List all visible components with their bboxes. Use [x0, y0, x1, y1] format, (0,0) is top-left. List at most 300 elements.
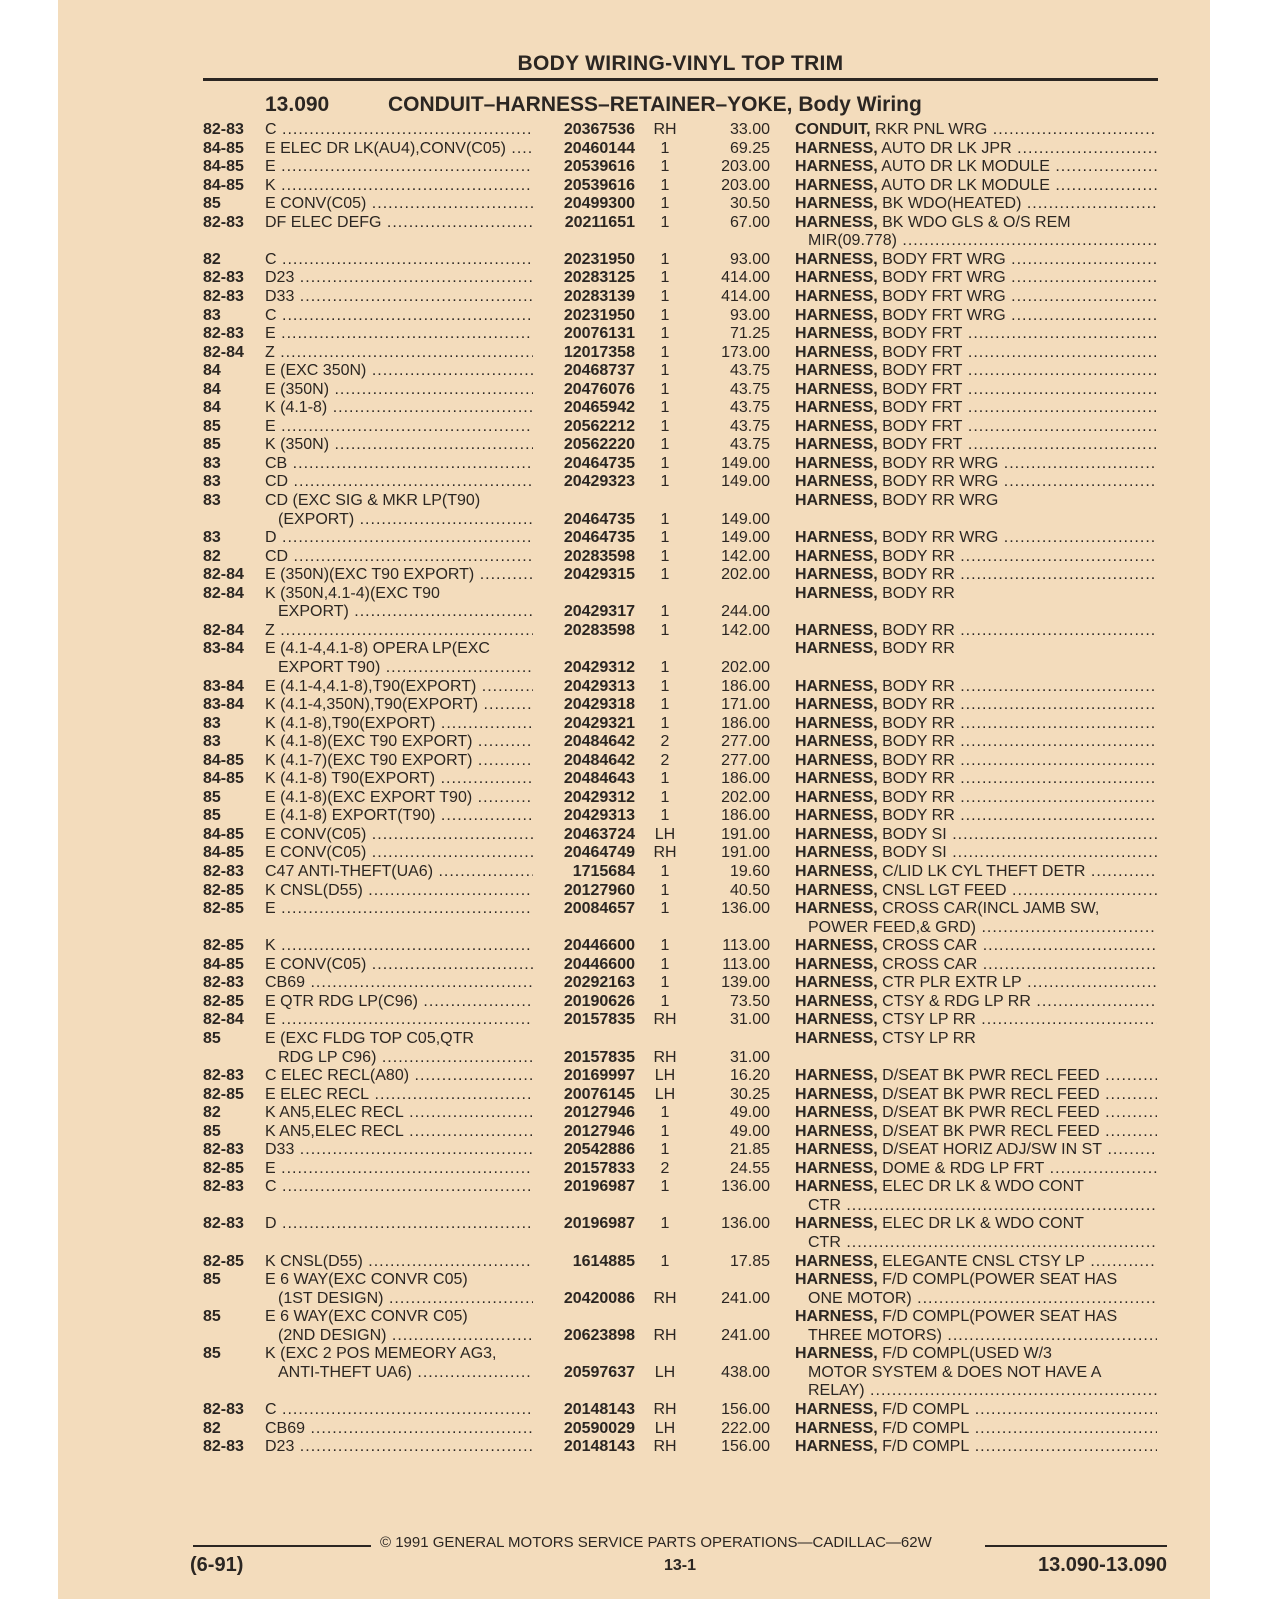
quantity: 1 [660, 714, 670, 732]
part-name-detail: BODY FRT WRG [877, 287, 1006, 305]
application-description: E QTR RDG LP(C96) ..... [265, 993, 533, 1012]
part-name [795, 807, 1157, 826]
part-name [795, 733, 1157, 752]
footer-page-number: 13-1 [663, 1557, 697, 1574]
part-name [795, 251, 1157, 270]
price: 149.00 [721, 473, 770, 491]
table-row-continuation [0, 919, 1275, 938]
table-row [0, 1215, 1275, 1234]
price: 21.85 [729, 1141, 770, 1159]
part-name [795, 325, 1157, 344]
part-name-noun: HARNESS, [795, 250, 878, 268]
table-row [0, 770, 1275, 789]
part-name-detail: AUTO DR LK JPR [877, 139, 1012, 157]
part-name [795, 1104, 1157, 1123]
table-row [0, 956, 1275, 975]
table-row-continuation [0, 1290, 1275, 1309]
price: 43.75 [729, 417, 770, 435]
application-description: E ELEC DR LK(AU4),CONV(C05) ..... [265, 140, 533, 159]
price: 191.00 [721, 825, 770, 843]
part-number: 20460144 [563, 139, 635, 157]
year-range: 84-85 [203, 825, 244, 843]
part-number: 20127946 [563, 1104, 635, 1122]
footer-rule-right [985, 1545, 1167, 1547]
table-row [0, 752, 1275, 771]
application-description: E CONV(C05) ..... [265, 826, 533, 845]
part-name [795, 1141, 1157, 1160]
part-number: 20157835 [563, 1011, 635, 1029]
part-name [795, 1308, 1157, 1327]
part-name-detail: BODY FRT [877, 325, 963, 343]
year-range: 84-85 [203, 770, 244, 788]
part-name-detail: C/LID LK CYL THEFT DETR [877, 863, 1086, 880]
part-name [795, 1011, 1157, 1030]
table-row [0, 214, 1275, 233]
table-row [0, 1141, 1275, 1160]
part-number: 20231950 [563, 250, 635, 268]
application-description: CD ..... [265, 473, 533, 492]
price: 67.00 [729, 213, 770, 231]
quantity: 1 [660, 158, 670, 176]
table-row [0, 733, 1275, 752]
part-name [795, 1271, 1157, 1290]
year-range: 83 [203, 492, 221, 509]
quantity: 1 [660, 621, 670, 639]
part-name-detail: BODY RR [877, 807, 955, 825]
quantity: RH [653, 1438, 677, 1456]
part-name-detail: BODY RR [877, 770, 955, 788]
application-description: K (4.1-8) ..... [265, 399, 533, 418]
price: 156.00 [721, 1400, 770, 1418]
table-row [0, 436, 1275, 455]
part-name [795, 696, 1157, 715]
part-name [795, 1253, 1157, 1272]
year-range: 82-83 [203, 1215, 244, 1233]
year-range: 83 [203, 529, 221, 547]
table-row [0, 473, 1275, 492]
quantity: LH [654, 1067, 676, 1085]
part-name-detail: CTR PLR EXTR LP [877, 974, 1022, 992]
year-range: 84-85 [203, 844, 244, 862]
part-number: 20484642 [563, 733, 635, 751]
year-range: 83-84 [203, 640, 244, 658]
application-description: CB ..... [265, 455, 533, 474]
part-name-detail: CTSY & RDG LP RR [877, 992, 1031, 1010]
part-number: 20429312 [563, 658, 635, 676]
year-range: 84-85 [203, 158, 244, 176]
part-name-noun: HARNESS, [795, 807, 878, 825]
price: 69.25 [729, 139, 770, 157]
part-number: 20196987 [563, 1178, 635, 1196]
quantity: 1 [660, 269, 670, 287]
part-number: 20283139 [563, 287, 635, 305]
part-number: 20464735 [563, 510, 635, 528]
application-description: K (4.1-8),T90(EXPORT) ..... [265, 715, 533, 734]
part-name-detail: BODY FRT WRG [877, 269, 1006, 287]
price: 33.00 [729, 121, 770, 138]
quantity: 1 [660, 213, 670, 231]
application-description: E CONV(C05) ..... [265, 844, 533, 863]
quantity: 1 [660, 696, 670, 714]
quantity: RH [653, 1326, 677, 1344]
table-row [0, 158, 1275, 177]
part-name-noun: HARNESS, [795, 677, 878, 695]
quantity: 1 [660, 900, 670, 918]
application-description: E ELEC RECL ..... [265, 1086, 533, 1105]
quantity: 1 [660, 343, 670, 361]
year-range: 82-83 [203, 1141, 244, 1159]
year-range: 82-85 [203, 1252, 244, 1270]
part-number: 20169997 [563, 1067, 635, 1085]
part-name-detail: BODY RR [877, 566, 955, 584]
application-description: E (4.1-8)(EXC EXPORT T90) ..... [265, 789, 533, 808]
part-name [795, 715, 1157, 734]
year-range: 83 [203, 473, 221, 491]
part-number: 20076131 [563, 325, 635, 343]
year-range: 83 [203, 454, 221, 472]
price: 149.00 [721, 510, 770, 528]
table-row-continuation [0, 1327, 1275, 1346]
part-number: 20084657 [563, 900, 635, 918]
application-description: Z ..... [265, 344, 533, 363]
part-name-noun: HARNESS, [795, 621, 878, 639]
part-name [795, 956, 1157, 975]
year-range: 85 [203, 1345, 221, 1363]
year-range: 82-83 [203, 269, 244, 287]
table-row [0, 177, 1275, 196]
part-name [795, 140, 1157, 159]
application-description: E CONV(C05) ..... [265, 195, 533, 214]
part-number: 20283598 [563, 621, 635, 639]
quantity: 1 [660, 863, 670, 880]
quantity: LH [654, 1419, 676, 1437]
part-name-noun: HARNESS, [795, 269, 878, 287]
application-description: C ..... [265, 251, 533, 270]
part-name-noun: HARNESS, [795, 696, 878, 714]
part-number: 20127946 [563, 1122, 635, 1140]
application-description: E (350N) ..... [265, 381, 533, 400]
part-number: 20283598 [563, 547, 635, 565]
application-description: K (350N,4.1-4)(EXC T90 [265, 584, 440, 602]
application-description: E (EXC FLDG TOP C05,QTR [265, 1029, 474, 1047]
price: 31.00 [729, 1011, 770, 1029]
table-row [0, 529, 1275, 548]
part-name-detail: BODY RR WRG [877, 473, 999, 491]
part-number: 20157833 [563, 1159, 635, 1177]
part-name-continuation: ONE MOTOR) ..... [808, 1290, 1157, 1309]
part-name [795, 1086, 1157, 1105]
part-name [795, 640, 1157, 659]
part-name-detail: BODY RR [877, 788, 955, 806]
part-name-detail: BODY RR [877, 640, 955, 658]
part-name [795, 158, 1157, 177]
year-range: 82-83 [203, 1067, 244, 1085]
year-range: 85 [203, 1122, 221, 1140]
application-description: CD (EXC SIG & MKR LP(T90) [265, 492, 481, 509]
price: 43.75 [729, 380, 770, 398]
part-number: 20231950 [563, 306, 635, 324]
application-description: K (350N) ..... [265, 436, 533, 455]
table-row [0, 121, 1275, 140]
part-name-noun: HARNESS, [795, 436, 878, 454]
part-name [795, 269, 1157, 288]
quantity: 1 [660, 881, 670, 899]
application-description: K (4.1-4,350N),T90(EXPORT) ..... [265, 696, 533, 715]
application-description: C ..... [265, 121, 533, 140]
table-row [0, 789, 1275, 808]
year-range: 82-83 [203, 863, 244, 880]
part-name-noun: HARNESS, [795, 566, 878, 584]
part-name-noun: HARNESS, [795, 751, 878, 769]
quantity: 1 [660, 1122, 670, 1140]
quantity: LH [654, 1363, 676, 1381]
part-name-noun: HARNESS, [795, 1104, 878, 1122]
part-name-detail: D/SEAT BK PWR RECL FEED [877, 1085, 1100, 1103]
part-name-noun: HARNESS, [795, 417, 878, 435]
year-range: 82 [203, 1419, 221, 1437]
application-description: E ..... [265, 1011, 533, 1030]
price: 203.00 [721, 176, 770, 194]
price: 30.50 [729, 195, 770, 213]
year-range: 82-85 [203, 937, 244, 955]
part-number: 20076145 [563, 1085, 635, 1103]
part-name-noun: HARNESS, [795, 974, 878, 992]
application-description: C47 ANTI-THEFT(UA6) ..... [265, 863, 533, 882]
table-row [0, 1123, 1275, 1142]
part-number: 20429321 [563, 714, 635, 732]
price: 17.85 [729, 1252, 770, 1270]
part-name-noun: HARNESS, [795, 937, 878, 955]
part-number: 20464749 [563, 844, 635, 862]
part-name-detail: BODY RR WRG [877, 492, 999, 509]
quantity: 1 [660, 974, 670, 992]
application-description: K ..... [265, 937, 533, 956]
year-range: 84-85 [203, 176, 244, 194]
application-description: E ..... [265, 1160, 533, 1179]
year-range: 82-84 [203, 343, 244, 361]
part-name [795, 121, 1157, 140]
part-name-detail: AUTO DR LK MODULE [877, 158, 1050, 176]
table-row [0, 362, 1275, 381]
application-description: K (4.1-7)(EXC T90 EXPORT) ..... [265, 752, 533, 771]
part-name-detail: BODY RR [877, 751, 955, 769]
part-name-detail: F/D COMPL [877, 1438, 970, 1456]
footer-section-range: 13.090-13.090 [1037, 1554, 1167, 1576]
table-row [0, 566, 1275, 585]
part-number: 20465942 [563, 399, 635, 417]
part-name-detail: CROSS CAR [877, 937, 978, 955]
part-number: 20190626 [563, 992, 635, 1010]
part-name-detail: F/D COMPL(USED W/3 [877, 1345, 1052, 1363]
table-row [0, 640, 1275, 659]
price: 43.75 [729, 436, 770, 454]
quantity: 1 [660, 287, 670, 305]
year-range: 84 [203, 399, 221, 417]
part-name [795, 529, 1157, 548]
part-number: 20367536 [563, 121, 635, 138]
part-name-detail: D/SEAT BK PWR RECL FEED [877, 1122, 1100, 1140]
part-name-noun: HARNESS, [795, 584, 878, 602]
price: 24.55 [729, 1159, 770, 1177]
application-description: E ..... [265, 418, 533, 437]
quantity: 1 [660, 1252, 670, 1270]
copyright-notice: © 1991 GENERAL MOTORS SERVICE PARTS OPERATIONS—CADILLAC—62W [380, 1534, 932, 1551]
part-name-noun: HARNESS, [795, 1085, 878, 1103]
part-number: 20590029 [563, 1419, 635, 1437]
part-name [795, 1438, 1157, 1457]
year-range: 82-83 [203, 1400, 244, 1418]
part-name [795, 214, 1157, 233]
quantity: 1 [660, 454, 670, 472]
part-name-continuation: CTR ..... [808, 1197, 1157, 1216]
part-number: 20420086 [563, 1289, 635, 1307]
part-name-detail: F/D COMPL(POWER SEAT HAS [877, 1308, 1118, 1326]
part-number: 20542886 [563, 1141, 635, 1159]
part-name-continuation: POWER FEED,& GRD) ..... [808, 919, 1157, 938]
application-description: D33 ..... [265, 1141, 533, 1160]
application-description: E ..... [265, 325, 533, 344]
part-name-detail: CROSS CAR(INCL JAMB SW, [877, 900, 1100, 918]
part-name-continuation: RELAY) ..... [808, 1382, 1157, 1401]
application-description: E ..... [265, 900, 533, 919]
year-range: 82-83 [203, 213, 244, 231]
table-row [0, 1030, 1275, 1049]
part-number: 20484642 [563, 751, 635, 769]
quantity: LH [654, 825, 676, 843]
application-description: C ELEC RECL(A80) ..... [265, 1067, 533, 1086]
part-name-detail: F/D COMPL [877, 1419, 970, 1437]
part-number: 20623898 [563, 1326, 635, 1344]
application-description: ANTI-THEFT UA6) ..... [278, 1364, 533, 1383]
part-name-noun: HARNESS, [795, 306, 878, 324]
table-row [0, 622, 1275, 641]
year-range: 84 [203, 362, 221, 380]
year-range: 82 [203, 250, 221, 268]
quantity: RH [653, 844, 677, 862]
part-name [795, 177, 1157, 196]
year-range: 85 [203, 807, 221, 825]
quantity: 1 [660, 473, 670, 491]
application-description: K AN5,ELEC RECL ..... [265, 1123, 533, 1142]
table-row-continuation [0, 1364, 1275, 1383]
table-row [0, 585, 1275, 604]
part-name [795, 789, 1157, 808]
application-description: EXPORT) ..... [278, 603, 533, 622]
part-name-continuation: CTR ..... [808, 1234, 1157, 1253]
application-description: K AN5,ELEC RECL ..... [265, 1104, 533, 1123]
part-name-detail: BODY RR [877, 547, 955, 565]
page-header-title: BODY WIRING-VINYL TOP TRIM [517, 52, 844, 75]
price: 171.00 [721, 696, 770, 714]
quantity: 2 [660, 733, 670, 751]
footer-date: (6-91) [190, 1554, 244, 1576]
part-name-detail: BK WDO GLS & O/S REM [877, 213, 1071, 231]
year-range: 85 [203, 1029, 221, 1047]
section-subtitle: Body Wiring [798, 93, 922, 116]
header-rule [203, 78, 1158, 81]
part-name-noun: HARNESS, [795, 788, 878, 806]
part-name [795, 1067, 1157, 1086]
part-name-detail: AUTO DR LK MODULE [877, 176, 1050, 194]
part-name-detail: D/SEAT BK PWR RECL FEED [877, 1104, 1100, 1122]
quantity: 1 [660, 677, 670, 695]
price: 19.60 [729, 863, 770, 880]
part-name-noun: HARNESS, [795, 770, 878, 788]
part-name-detail: RKR PNL WRG [870, 121, 988, 138]
part-name-noun: HARNESS, [795, 380, 878, 398]
part-number: 12017358 [563, 343, 635, 361]
price: 139.00 [721, 974, 770, 992]
price: 73.50 [729, 992, 770, 1010]
price: 142.00 [721, 621, 770, 639]
year-range: 82-83 [203, 974, 244, 992]
quantity: RH [653, 1011, 677, 1029]
part-name [795, 1030, 1157, 1049]
price: 93.00 [729, 306, 770, 324]
quantity: 1 [660, 176, 670, 194]
year-range: 82-84 [203, 1011, 244, 1029]
part-name-noun: HARNESS, [795, 955, 878, 973]
part-number: 20464735 [563, 454, 635, 472]
table-row [0, 251, 1275, 270]
price: 43.75 [729, 399, 770, 417]
part-number: 20148143 [563, 1438, 635, 1456]
price: 43.75 [729, 362, 770, 380]
part-name-detail: BODY FRT [877, 417, 963, 435]
part-name-noun: HARNESS, [795, 473, 878, 491]
table-row [0, 195, 1275, 214]
quantity: 1 [660, 807, 670, 825]
part-name-noun: HARNESS, [795, 343, 878, 361]
part-name-noun: HARNESS, [795, 1345, 878, 1363]
part-name-detail: BODY FRT WRG [877, 306, 1006, 324]
part-name-continuation: MOTOR SYSTEM & DOES NOT HAVE A [808, 1363, 1102, 1381]
year-range: 83 [203, 733, 221, 751]
part-name [795, 381, 1157, 400]
table-row-continuation [0, 1234, 1275, 1253]
part-number: 20539616 [563, 176, 635, 194]
application-description: K (EXC 2 POS MEMEORY AG3, [265, 1345, 497, 1363]
application-description: CB69 ..... [265, 1420, 533, 1439]
table-row [0, 1086, 1275, 1105]
part-name-noun: CONDUIT, [795, 121, 871, 138]
price: 49.00 [729, 1104, 770, 1122]
year-range: 85 [203, 436, 221, 454]
part-name-detail: F/D COMPL [877, 1400, 970, 1418]
quantity: 1 [660, 788, 670, 806]
price: 149.00 [721, 454, 770, 472]
part-name-noun: HARNESS, [795, 195, 878, 213]
price: 277.00 [721, 733, 770, 751]
table-row [0, 1160, 1275, 1179]
price: 113.00 [722, 937, 770, 955]
part-number: 20446600 [563, 955, 635, 973]
part-name-noun: HARNESS, [795, 547, 878, 565]
part-name [795, 1215, 1157, 1234]
part-name [795, 622, 1157, 641]
part-name [795, 418, 1157, 437]
part-name-noun: HARNESS, [795, 492, 878, 509]
year-range: 82-83 [203, 1438, 244, 1456]
part-name [795, 974, 1157, 993]
table-row [0, 937, 1275, 956]
part-name-noun: HARNESS, [795, 992, 878, 1010]
table-row [0, 1420, 1275, 1439]
table-row [0, 974, 1275, 993]
part-name-continuation: THREE MOTORS) ..... [808, 1327, 1157, 1346]
year-range: 82-85 [203, 1085, 244, 1103]
part-name-detail: BODY RR WRG [877, 529, 999, 547]
